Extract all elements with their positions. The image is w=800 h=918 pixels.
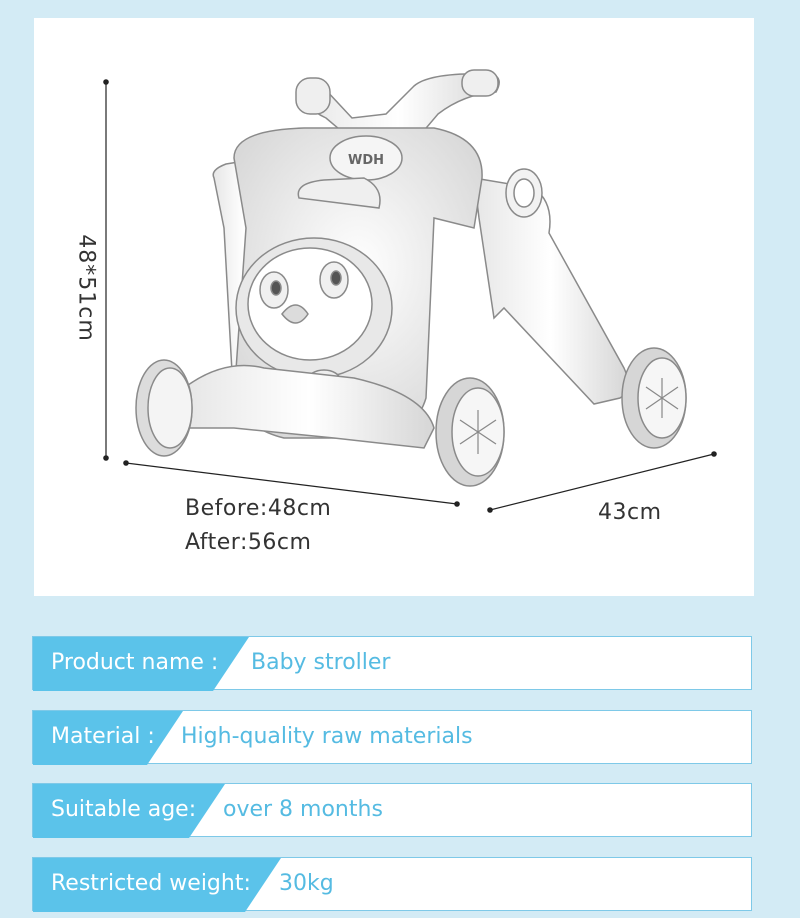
spec-row-suitable-age	[32, 783, 752, 837]
spec-value: High-quality raw materials	[181, 724, 473, 749]
spec-label: Restricted weight:	[51, 871, 251, 896]
width-before-label: Before:48cm	[185, 496, 332, 521]
width-after-label: After:56cm	[185, 530, 312, 555]
depth-dimension-label: 43cm	[598, 500, 662, 525]
spec-label: Product name :	[51, 650, 219, 675]
spec-value: Baby stroller	[251, 650, 391, 675]
spec-row-product-name	[32, 636, 752, 690]
spec-label: Suitable age:	[51, 797, 197, 822]
spec-row-restricted-weight	[32, 857, 752, 911]
spec-row-material	[32, 710, 752, 764]
height-dimension-label: 48*51cm	[73, 234, 99, 342]
spec-value: 30kg	[279, 871, 334, 896]
walker-logo: WDH	[347, 153, 385, 168]
spec-value: over 8 months	[223, 797, 383, 822]
spec-label: Material :	[51, 724, 155, 749]
product-image-card	[34, 18, 754, 596]
